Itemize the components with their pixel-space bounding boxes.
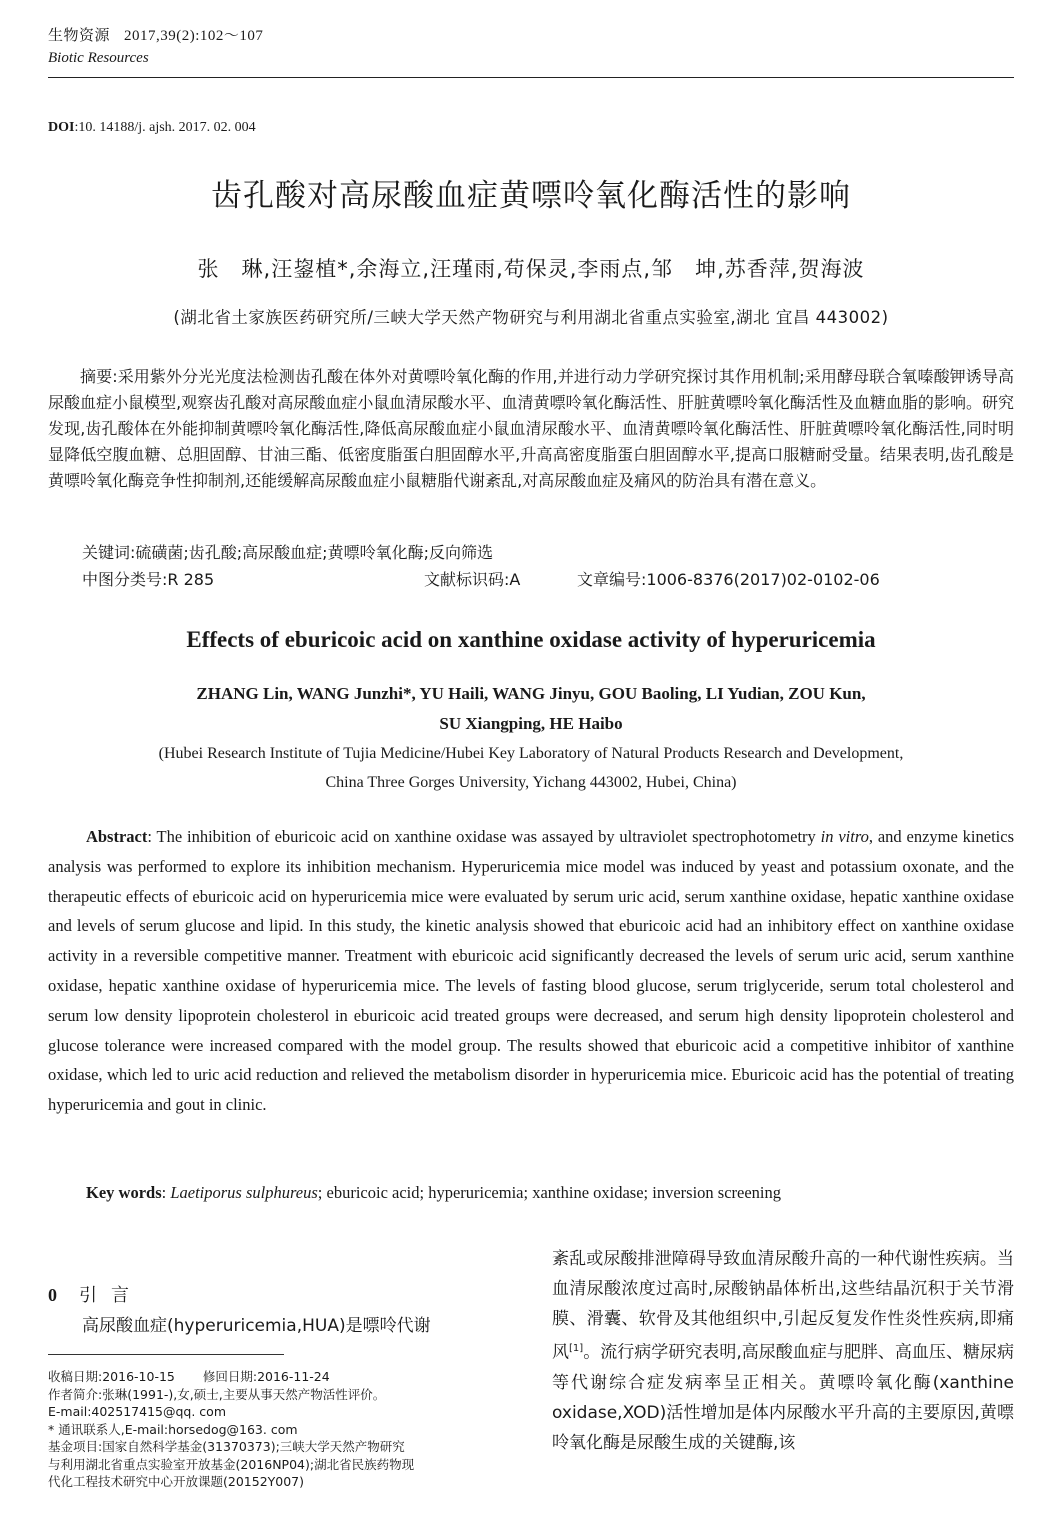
received-date: 收稿日期:2016-10-15 <box>48 1369 175 1384</box>
authors-en-line1: ZHANG Lin, WANG Junzhi*, YU Haili, WANG Jinyu, GOU Baoling, LI Yudian, ZOU Kun, <box>196 684 866 703</box>
fund-line-3: 代化工程技术研究中心开放课题(20152Y007) <box>48 1474 305 1489</box>
abstract-en-part2: , and enzyme kinetics analysis was performed to explore its inhibition mechanism. Hyperuricemia mice model was induced by yeast and potassium oxonate, and the therapeutic effects of eburicoic acid on hyperuricemia mice were evaluated by serum uric acid, serum xanthine oxidase, hepatic xanthine oxidase and levels of serum glucose and lipid. In this study, the kinetic analysis showed that eburicoic acid had an inhibitory effect on xanthine oxidase activity in a reversible competitive manner. Treatment with eburicoic acid significantly decreased the levels of serum uric acid, serum xanthine oxidase, hepatic xanthine oxidase of hyperuricemia mice. The levels of fasting blood glucose, serum triglyceride, serum total cholesterol and serum low density lipoprotein cholesterol in eburicoic acid treated groups were decreased, and serum high density lipoprotein cholesterol and glucose tolerance were increased compared with the model group. The results showed that eburicoic acid a competitive inhibitor of xanthine oxidase, which led to uric acid reduction and relieved the metabolism disorder in hyperuricemia mice. Eburicoic acid has the potential of treating hyperuricemia and gout in clinic. <box>48 827 1015 1115</box>
article-number: 文章编号:1006-8376(2017)02-0102-06 <box>577 570 880 589</box>
doi-label: DOI <box>48 120 75 135</box>
intro-right-column <box>552 1244 1014 1458</box>
abstract-en-label: Abstract <box>85 827 148 846</box>
footnote-dates <box>48 1368 514 1386</box>
section-title: 引言 <box>79 1285 143 1306</box>
affiliation-en-line1: (Hubei Research Institute of Tujia Medicine/Hubei Key Laboratory of Natural Products Research and Development, <box>158 745 904 762</box>
keywords-en-species: Laetiporus sulphureus <box>170 1183 318 1202</box>
revised-date: 修回日期:2016-11-24 <box>202 1369 330 1384</box>
corresponding-author: * 通讯联系人,E-mail:horsedog@163. com <box>48 1421 298 1437</box>
section-heading <box>48 1281 143 1307</box>
title-en: Effects of eburicoic acid on xanthine oxidase activity of hyperuricemia <box>186 627 876 652</box>
keywords-en-rest: ; eburicoic acid; hyperuricemia; xanthine oxidase; inversion screening <box>317 1183 782 1202</box>
intro-right-part2: 。流行病学研究表明,高尿酸血症与肥胖、高血压、糖尿病等代谢综合症发病率呈正相关。黄嘌呤氧化酶(xanthine oxidase,XOD)活性增加是体内尿酸水平升高的主要原因,黄嘌呤氧化酶是尿酸生成的关键酶,该 <box>552 1342 1014 1453</box>
keywords-en <box>86 1183 781 1203</box>
keywords-en-separator: : <box>161 1183 171 1202</box>
keywords-en-label: Key words <box>86 1183 162 1202</box>
abstract-en <box>48 822 1014 1120</box>
authors-en-line2: SU Xiangping, HE Haibo <box>439 714 623 733</box>
title-cn: 齿孔酸对高尿酸血症黄嘌呤氧化酶活性的影响 <box>211 178 851 214</box>
author-email: E-mail:402517415@qq. com <box>48 1404 226 1419</box>
journal-name-cn: 生物资源 <box>48 26 111 44</box>
journal-name-en: Biotic Resources <box>48 50 149 66</box>
abstract-cn: 摘要:采用紫外分光光度法检测齿孔酸在体外对黄嘌呤氧化酶的作用,并进行动力学研究探讨其作用机制;采用酵母联合氧嗪酸钾诱导高尿酸血症小鼠模型,观察齿孔酸对高尿酸血症小鼠血清尿酸水平、血清黄嘌呤氧化酶活性、肝脏黄嘌呤氧化酶活性及血糖血脂的影响。研究发现,齿孔酸体在外能抑制黄嘌呤氧化酶活性,降低高尿酸血症小鼠血清尿酸水平、血清黄嘌呤氧化酶活性、肝脏黄嘌呤氧化酶活性,同时明显降低空腹血糖、总胆固醇、甘油三酯、低密度脂蛋白胆固醇水平,升高高密度脂蛋白胆固醇水平,提高口服糖耐受量。结果表明,齿孔酸是黄嘌呤氧化酶竞争性抑制剂,还能缓解高尿酸血症小鼠糖脂代谢紊乱,对高尿酸血症及痛风的防治具有潜在意义。 <box>48 367 1014 490</box>
fund-line-2: 与利用湖北省重点实验室开放基金(2016NP04);湖北省民族药物现 <box>48 1456 415 1472</box>
keywords-cn: 关键词:硫磺菌;齿孔酸;高尿酸血症;黄嘌呤氧化酶;反向筛选 <box>82 543 493 562</box>
abstract-en-in-vitro: in vitro <box>820 827 869 846</box>
fund-line-1: 基金项目:国家自然科学基金(31370373);三峡大学天然产物研究 <box>48 1439 405 1454</box>
authors-cn: 张 琳,汪鋆植*,余海立,汪瑾雨,苟保灵,李雨点,邹 坤,苏香萍,贺海波 <box>197 257 865 281</box>
journal-header-cn <box>48 24 263 45</box>
abstract-en-part1: The inhibition of eburicoic acid on xanthine oxidase was assayed by ultraviolet spectrophotometry <box>156 827 821 846</box>
document-code: 文献标识码:A <box>424 570 521 589</box>
author-bio: 作者简介:张琳(1991-),女,硕士,主要从事天然产物活性评价。 <box>48 1386 386 1402</box>
section-number: 0 <box>48 1285 57 1305</box>
affiliation-en <box>0 739 1062 797</box>
footnote-rule <box>48 1354 284 1355</box>
doi-line <box>48 120 256 136</box>
clc-number: 中图分类号:R 285 <box>82 570 215 589</box>
affiliation-en-line2: China Three Gorges University, Yichang 443002, Hubei, China) <box>325 774 737 791</box>
affiliation-cn: (湖北省土家族医药研究所/三峡大学天然产物研究与利用湖北省重点实验室,湖北 宜昌 443002) <box>173 308 889 327</box>
abstract-en-separator: : <box>147 827 157 846</box>
intro-right-part1: 紊乱或尿酸排泄障碍导致血清尿酸升高的一种代谢性疾病。当血清尿酸浓度过高时,尿酸钠晶体析出,这些结晶沉积于关节滑膜、滑囊、软骨及其他组织中,引起反复发作性炎性疾病,即痛风 <box>552 1249 1014 1363</box>
footnotes <box>48 1368 514 1491</box>
intro-left-column: 高尿酸血症(hyperuricemia,HUA)是嘌呤代谢 <box>82 1316 431 1336</box>
doi-value: :10. 14188/j. ajsh. 2017. 02. 004 <box>74 120 256 135</box>
header-rule <box>48 77 1014 78</box>
authors-en <box>0 679 1062 739</box>
journal-volume-pages: 2017,39(2):102～107 <box>124 28 264 44</box>
reference-1[interactable]: [1] <box>569 1343 584 1354</box>
